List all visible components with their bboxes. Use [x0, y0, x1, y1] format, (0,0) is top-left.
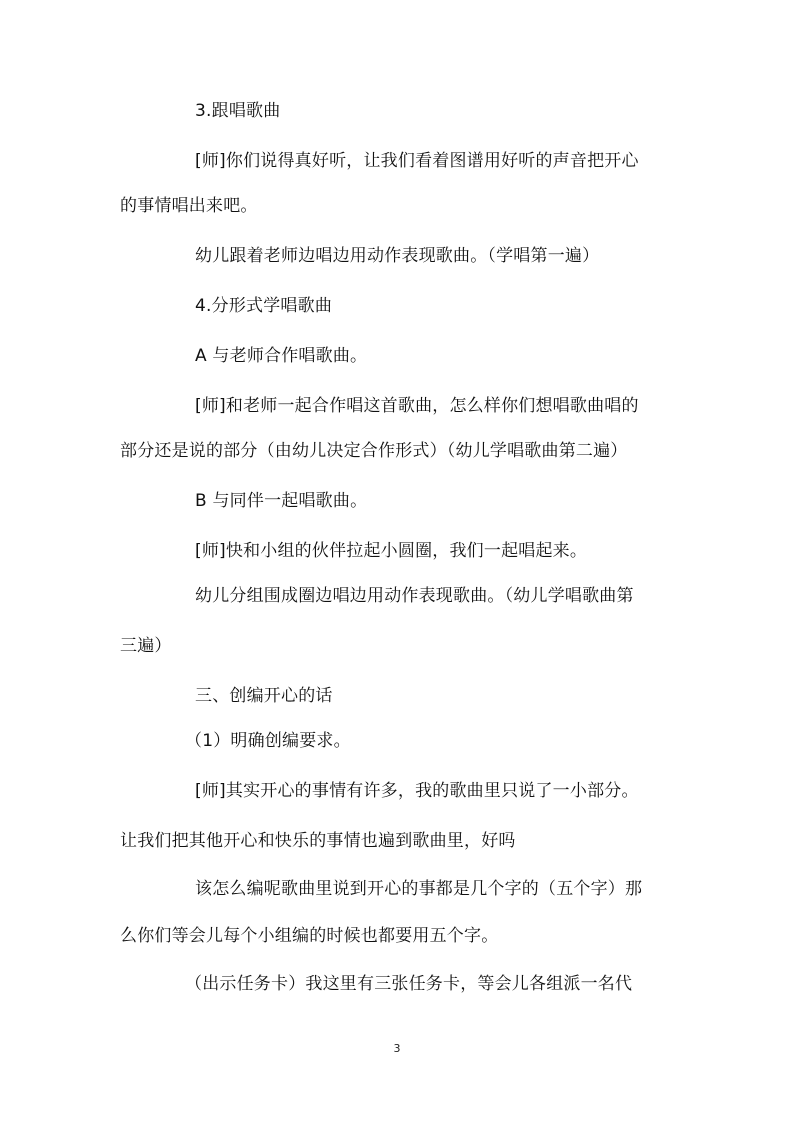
paragraph-line: 幼儿跟着老师边唱边用动作表现歌曲。（学唱第一遍）: [195, 246, 600, 266]
section-heading-follow-singing: 3.跟唱歌曲: [195, 101, 281, 121]
paragraph-line: 该怎么编呢歌曲里说到开心的事都是几个字的（五个字）那: [195, 879, 643, 899]
paragraph-line: 三遍）: [120, 636, 172, 656]
paragraph-line: [师]其实开心的事情有许多，我的歌曲里只说了一小部分。: [195, 781, 639, 801]
paragraph-line: （出示任务卡）我这里有三张任务卡，等会儿各组派一名代: [185, 974, 633, 994]
paragraph-line: 让我们把其他开心和快乐的事情也遍到歌曲里，好吗: [120, 831, 516, 851]
sub-heading-a: A 与老师合作唱歌曲。: [195, 346, 368, 366]
paragraph-line: [师]快和小组的伙伴拉起小圆圈，我们一起唱起来。: [195, 541, 588, 561]
paragraph-line: [师]和老师一起合作唱这首歌曲，怎么样你们想唱歌曲唱的: [195, 396, 639, 416]
paragraph-line: 的事情唱出来吧。: [120, 196, 258, 216]
sub-heading-requirements: （1）明确创编要求。: [185, 731, 351, 751]
paragraph-line: [师]你们说得真好听，让我们看着图谱用好听的声音把开心: [195, 151, 639, 171]
paragraph-line: 部分还是说的部分（由幼儿决定合作形式）（幼儿学唱歌曲第二遍）: [120, 441, 628, 461]
page-number: 3: [393, 1042, 401, 1055]
paragraph-line: 么你们等会儿每个小组编的时候也都要用五个字。: [120, 926, 499, 946]
paragraph-line: 幼儿分组围成圈边唱边用动作表现歌曲。（幼儿学唱歌曲第: [195, 586, 634, 606]
section-heading-create: 三、创编开心的话: [195, 686, 333, 706]
sub-heading-b: B 与同伴一起唱歌曲。: [195, 491, 368, 511]
section-heading-group-singing: 4.分形式学唱歌曲: [195, 296, 333, 316]
